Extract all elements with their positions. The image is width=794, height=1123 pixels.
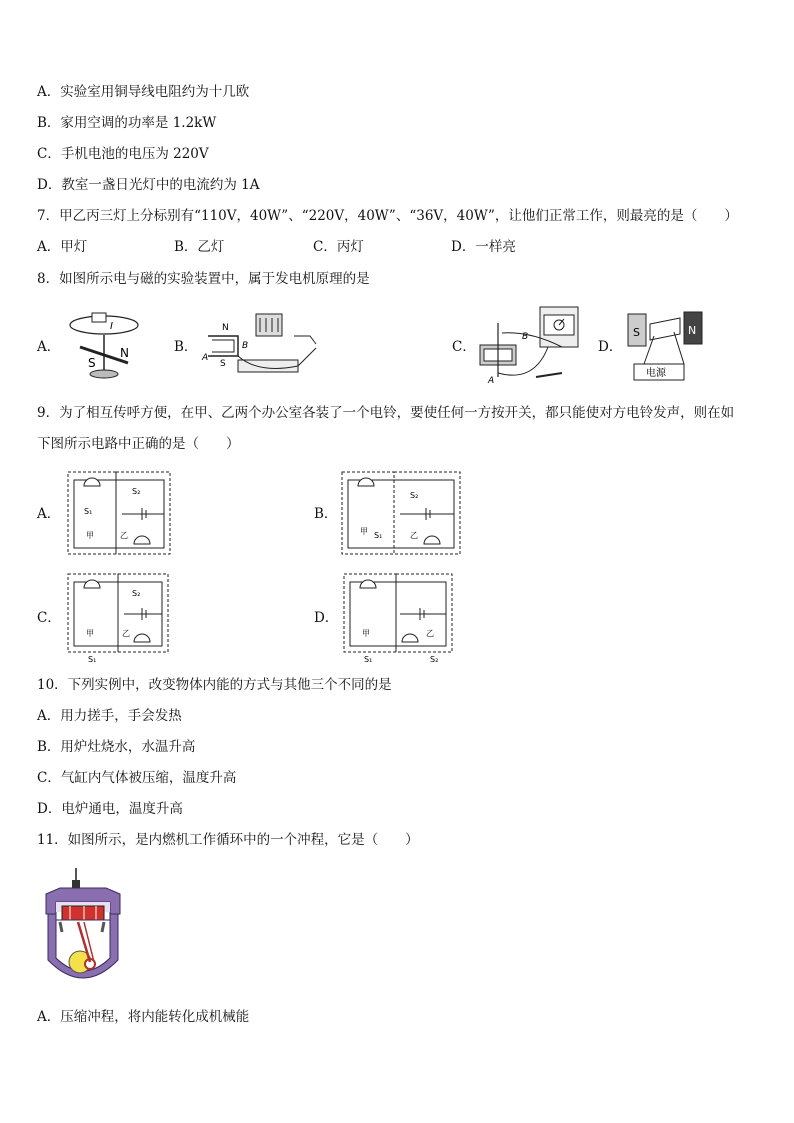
engine-diagram <box>40 866 126 994</box>
q9-stem-line-2: 下图所示电路中正确的是（ ） <box>37 436 240 452</box>
q11-stem: 11．如图所示，是内燃机工作循环中的一个冲程，它是（ ） <box>37 832 419 848</box>
q8-figure-a <box>60 305 150 383</box>
q8-figure-c <box>474 303 586 387</box>
q9-label-b: B． <box>314 506 338 522</box>
q9-d-s2-label: S₂ <box>430 655 439 664</box>
q8-c-b-label: B <box>522 332 529 342</box>
q9-c-jia-label: 甲 <box>86 629 94 638</box>
q9-b-s2-label: S₂ <box>410 491 419 500</box>
q6-option-b: B．家用空调的功率是 1.2kW <box>37 115 217 131</box>
q7-stem: 7．甲乙丙三灯上分标别有“110V，40W”、“220V，40W”、“36V，40W”，让他们正常工作，则最亮的是（ ） <box>37 208 738 224</box>
q6-option-d: D．教室一盏日光灯中的电流约为 1A <box>37 177 260 193</box>
q8-label-a: A． <box>37 339 61 355</box>
q10-option-b: B．用炉灶烧水，水温升高 <box>37 739 196 755</box>
q8-d-power-label: 电源 <box>646 368 666 379</box>
q9-stem-line-1: 9．为了相互传呼方便，在甲、乙两个办公室各装了一个电铃，要使任何一方按开关，都只能使对方电铃发声，则在如 <box>37 405 735 421</box>
q6-option-c: C．手机电池的电压为 220V <box>37 146 209 162</box>
q9-a-s1-label: S₁ <box>84 507 93 516</box>
q7-option-c: C．丙灯 <box>313 239 364 255</box>
q8-a-south-label: S <box>88 356 96 370</box>
q10-option-d: D．电炉通电，温度升高 <box>37 801 183 817</box>
q9-a-s2-label: S₂ <box>132 487 141 496</box>
q8-figure-b <box>198 308 328 380</box>
q8-stem: 8．如图所示电与磁的实验装置中，属于发电机原理的是 <box>37 271 370 287</box>
q9-b-jia-label: 甲 <box>360 527 368 536</box>
q8-figure-d <box>624 306 712 386</box>
q8-label-c: C． <box>452 339 476 355</box>
q9-label-c: C． <box>37 610 61 626</box>
q9-circuit-a <box>66 470 172 556</box>
q8-a-north-label: N <box>120 346 129 360</box>
q9-label-a: A． <box>37 506 61 522</box>
q7-option-a: A．甲灯 <box>37 239 88 255</box>
q9-b-s1-label: S₁ <box>374 531 383 540</box>
q8-label-d: D． <box>598 339 623 355</box>
q8-b-b-label: B <box>242 341 249 351</box>
q8-c-a-label: A <box>488 376 495 386</box>
q8-d-south-label: S <box>633 326 640 339</box>
q9-b-yi-label: 乙 <box>410 531 418 540</box>
q8-label-b: B． <box>174 339 198 355</box>
q8-b-south-label: S <box>220 359 226 369</box>
q9-a-yi-label: 乙 <box>120 531 128 540</box>
q10-option-a: A．用力搓手，手会发热 <box>37 708 182 724</box>
q11-option-a: A．压缩冲程，将内能转化成机械能 <box>37 1009 250 1025</box>
q9-d-yi-label: 乙 <box>426 629 434 638</box>
q9-c-s1-label: S₁ <box>88 655 97 664</box>
q8-a-current-label: I <box>110 321 113 332</box>
q9-d-jia-label: 甲 <box>362 629 370 638</box>
q8-b-a-label: A <box>202 353 209 363</box>
q8-b-north-label: N <box>222 323 229 333</box>
q7-option-d: D．一样亮 <box>451 239 516 255</box>
q9-a-jia-label: 甲 <box>86 531 94 540</box>
q8-d-north-label: N <box>688 324 697 337</box>
q9-circuit-d <box>342 572 454 664</box>
q6-option-a: A．实验室用铜导线电阻约为十几欧 <box>37 84 250 100</box>
q9-d-s1-label: S₁ <box>364 655 373 664</box>
q10-option-c: C．气缸内气体被压缩，温度升高 <box>37 770 237 786</box>
q9-label-d: D． <box>314 610 339 626</box>
q7-option-b: B．乙灯 <box>174 239 225 255</box>
q9-circuit-b <box>340 470 462 556</box>
q9-c-s2-label: S₂ <box>132 589 141 598</box>
q10-stem: 10．下列实例中，改变物体内能的方式与其他三个不同的是 <box>37 677 392 693</box>
q9-c-yi-label: 乙 <box>122 629 130 638</box>
q9-circuit-c <box>66 572 170 664</box>
